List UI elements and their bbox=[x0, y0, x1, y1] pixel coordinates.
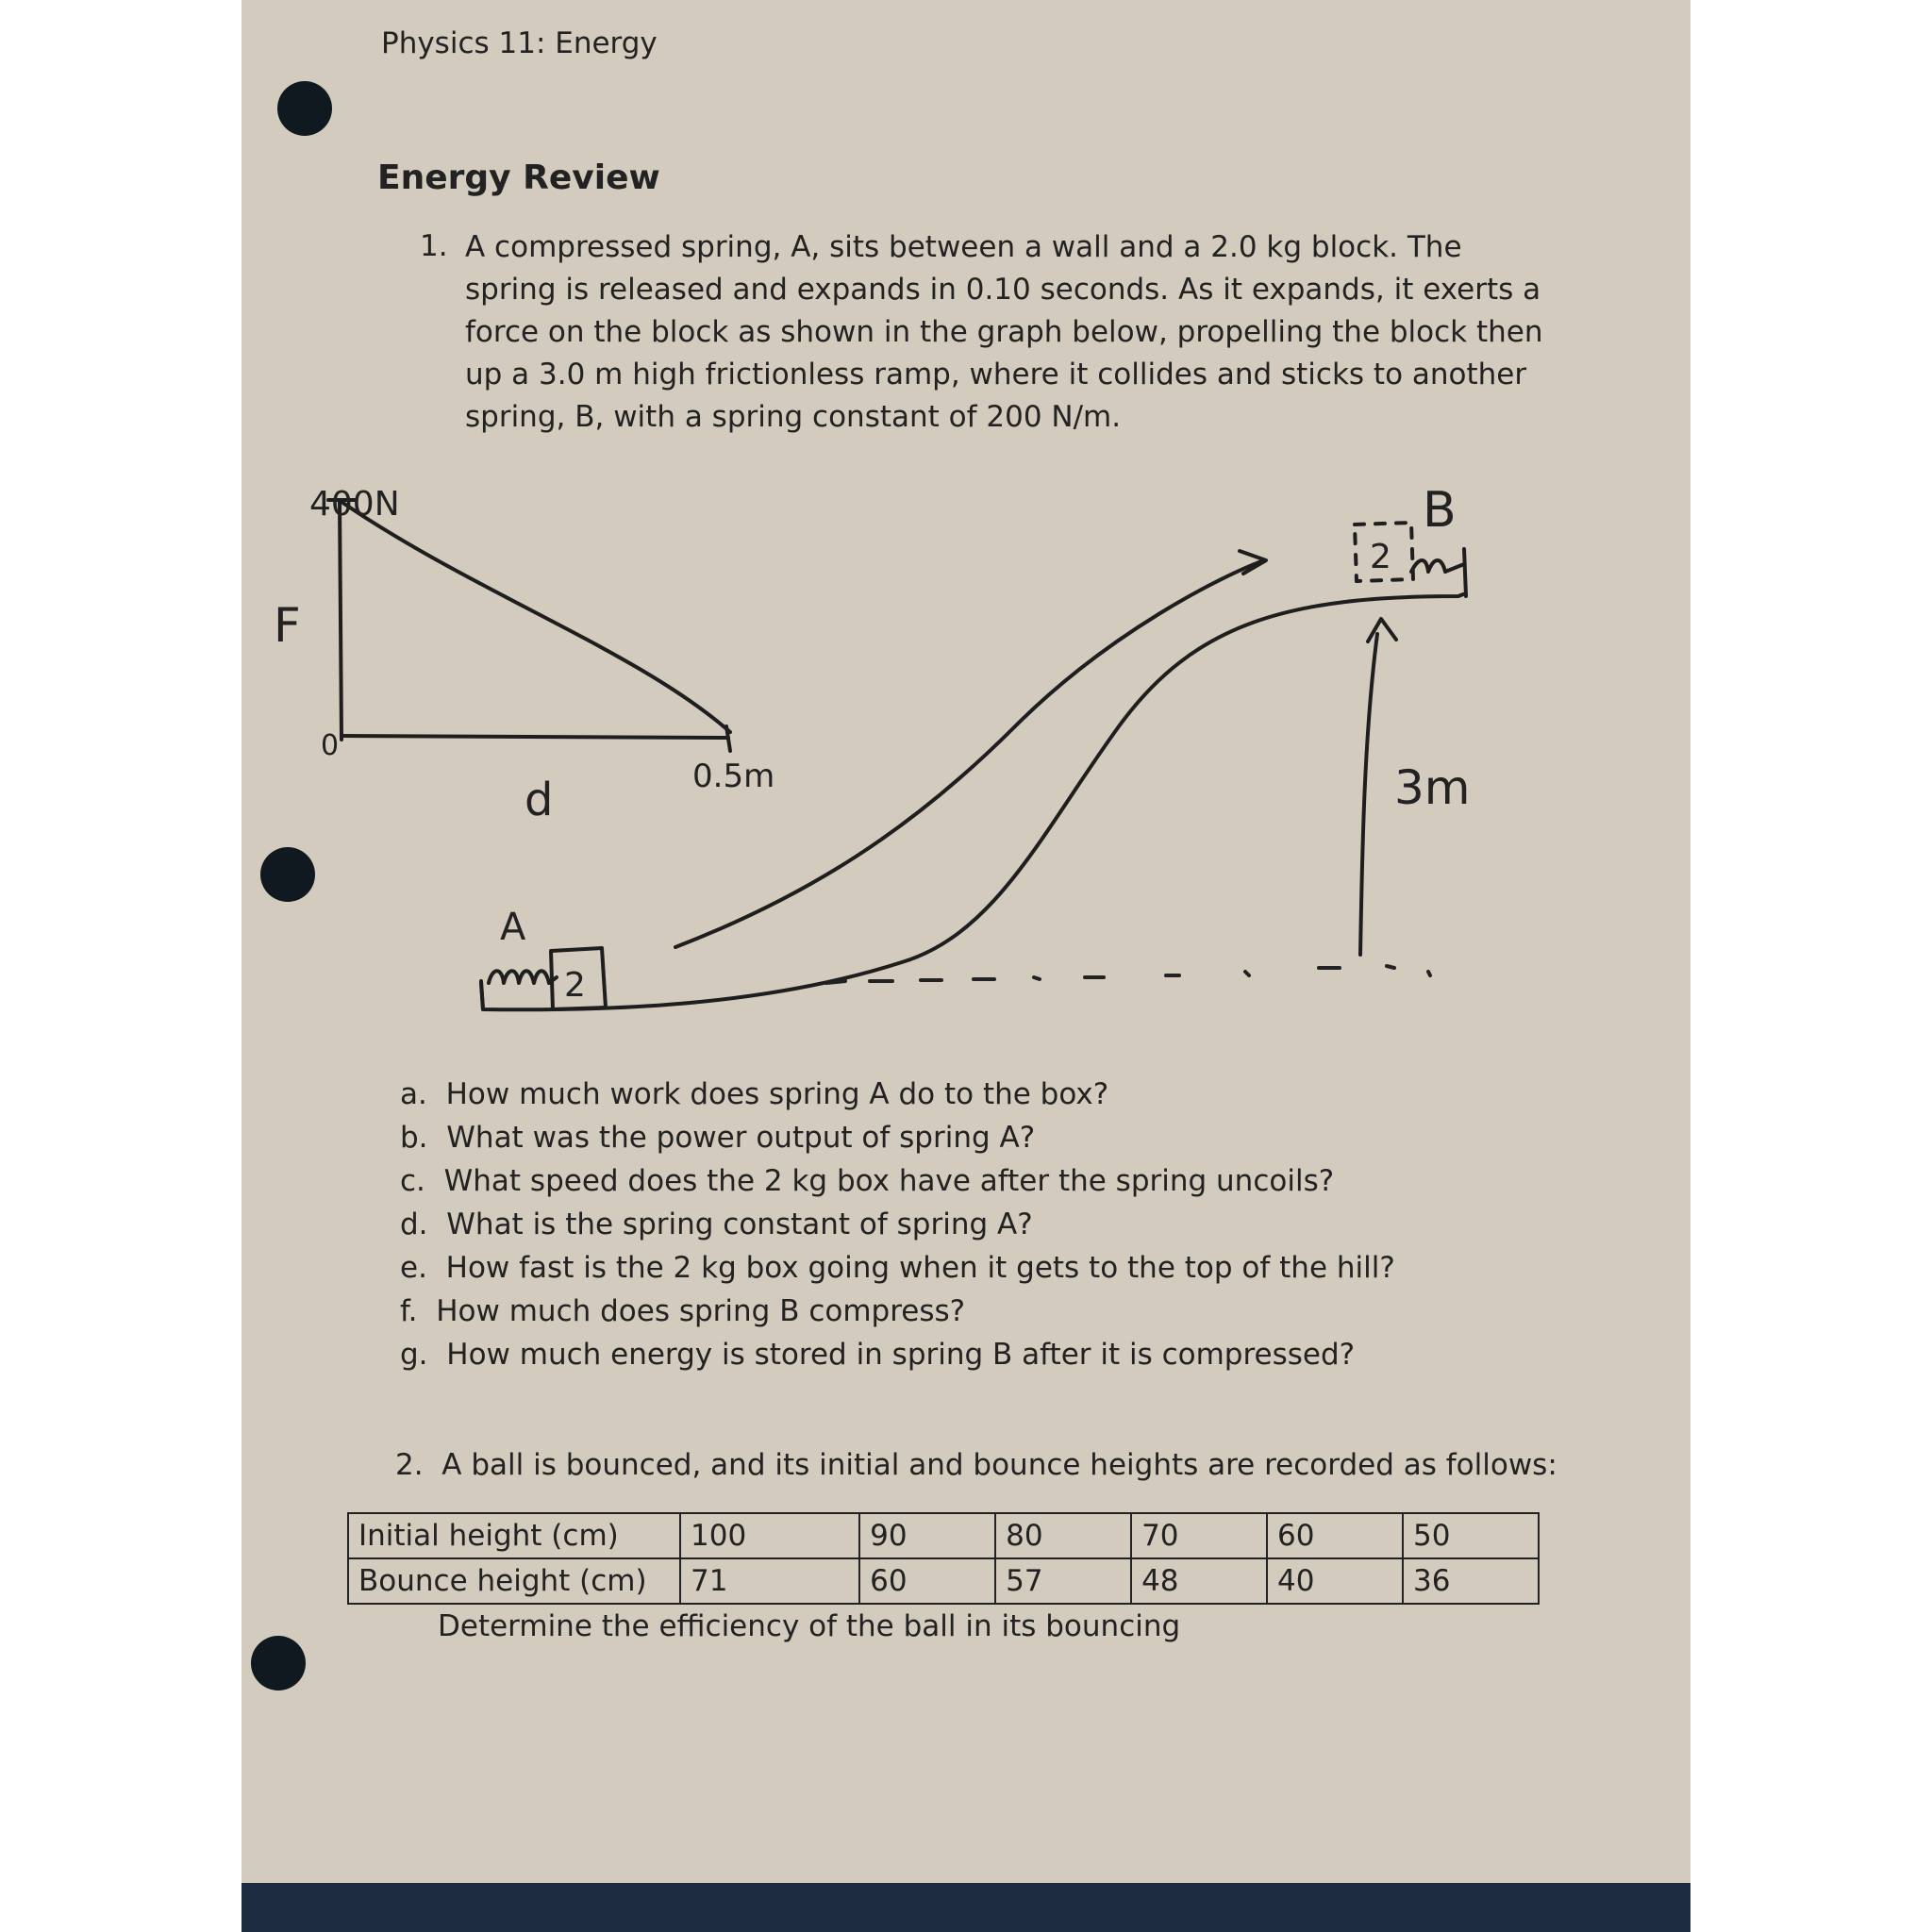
force-axis-label: F bbox=[274, 598, 301, 653]
ramp-surface bbox=[481, 594, 1463, 1009]
subquestion-text: How much energy is stored in spring B after it is compressed? bbox=[446, 1338, 1356, 1372]
subquestion-f bbox=[400, 1294, 965, 1328]
distance-axis-label: d bbox=[525, 774, 554, 826]
spring-b-wall bbox=[1464, 549, 1466, 596]
question-text: A ball is bounced, and its initial and bounce heights are recorded as follows: bbox=[441, 1448, 1557, 1482]
block-a-label: 2 bbox=[564, 966, 586, 1005]
energy-diagram bbox=[242, 0, 1690, 1075]
subquestion-text: What is the spring constant of spring A? bbox=[446, 1208, 1033, 1241]
motion-arrow-path bbox=[675, 560, 1264, 947]
table-cell: 100 bbox=[680, 1513, 859, 1558]
subquestion-label: d. bbox=[400, 1208, 428, 1241]
subquestion-b bbox=[400, 1121, 1035, 1155]
binder-hole bbox=[251, 1636, 306, 1690]
table-cell: 57 bbox=[995, 1558, 1131, 1604]
subquestion-e bbox=[400, 1251, 1395, 1285]
subquestion-c bbox=[400, 1164, 1334, 1198]
subquestion-label: b. bbox=[400, 1121, 428, 1155]
subquestion-d bbox=[400, 1208, 1033, 1241]
graph-y-axis bbox=[340, 500, 341, 740]
graph-x-axis bbox=[341, 736, 728, 738]
spring-a-label: A bbox=[500, 906, 526, 949]
subquestion-label: e. bbox=[400, 1251, 427, 1285]
spring-b-label: B bbox=[1423, 482, 1457, 539]
ground-dashed-line bbox=[826, 966, 1430, 983]
spring-a-coil bbox=[489, 971, 557, 983]
subquestion-label: c. bbox=[400, 1164, 425, 1198]
table-cell: 80 bbox=[995, 1513, 1131, 1558]
subquestion-text: What speed does the 2 kg box have after the spring uncoils? bbox=[443, 1164, 1335, 1198]
table-cell: 71 bbox=[680, 1558, 859, 1604]
spring-b-coil bbox=[1411, 560, 1464, 572]
subquestion-text: How fast is the 2 kg box going when it gets to the top of the hill? bbox=[445, 1251, 1395, 1285]
subquestion-label: a. bbox=[400, 1077, 427, 1111]
table-row bbox=[348, 1558, 1539, 1604]
subquestion-a bbox=[400, 1077, 1108, 1111]
height-arrow-head bbox=[1368, 619, 1396, 641]
distance-max-label: 0.5m bbox=[692, 758, 775, 795]
table-cell: 60 bbox=[1267, 1513, 1403, 1558]
question-2 bbox=[395, 1448, 1557, 1482]
force-max-label: 400N bbox=[309, 485, 400, 524]
page-header: Physics 11: Energy bbox=[381, 26, 658, 60]
subquestion-g bbox=[400, 1338, 1355, 1372]
height-arrow-shaft bbox=[1360, 634, 1377, 955]
table-cell: 90 bbox=[859, 1513, 995, 1558]
row-header: Initial height (cm) bbox=[348, 1513, 680, 1558]
ramp-back-wall bbox=[481, 983, 483, 1009]
question-text: A compressed spring, A, sits between a wall and a 2.0 kg block. The spring is released and expands in 0.10 seconds. As it expands, it exerts a force on the block as shown in the graph below, propelling the block then up a 3.0 m high frictionless ramp, where it collides and sticks to another spring, B, with a spring constant of 200 N/m. bbox=[465, 230, 1543, 434]
page-title: Energy Review bbox=[377, 158, 660, 197]
subquestion-text: How much does spring B compress? bbox=[436, 1294, 966, 1328]
table-row bbox=[348, 1513, 1539, 1558]
worksheet-page bbox=[242, 0, 1690, 1932]
question-2-instruction: Determine the efficiency of the ball in its bouncing bbox=[438, 1609, 1181, 1643]
table-cell: 36 bbox=[1403, 1558, 1539, 1604]
subquestion-label: f. bbox=[400, 1294, 418, 1328]
background-surface bbox=[242, 1883, 1690, 1932]
force-line bbox=[341, 502, 730, 732]
question-number: 2. bbox=[395, 1448, 424, 1482]
block-b-label: 2 bbox=[1370, 538, 1391, 576]
subquestion-text: What was the power output of spring A? bbox=[446, 1121, 1036, 1155]
table-cell: 60 bbox=[859, 1558, 995, 1604]
subquestion-label: g. bbox=[400, 1338, 428, 1372]
row-header: Bounce height (cm) bbox=[348, 1558, 680, 1604]
table-cell: 48 bbox=[1131, 1558, 1267, 1604]
subquestion-text: How much work does spring A do to the box? bbox=[445, 1077, 1109, 1111]
height-label: 3m bbox=[1394, 760, 1471, 815]
question-number: 1. bbox=[420, 229, 448, 263]
table-cell: 50 bbox=[1403, 1513, 1539, 1558]
bounce-table bbox=[347, 1512, 1540, 1605]
table-cell: 70 bbox=[1131, 1513, 1267, 1558]
origin-label: 0 bbox=[321, 729, 340, 762]
table-cell: 40 bbox=[1267, 1558, 1403, 1604]
